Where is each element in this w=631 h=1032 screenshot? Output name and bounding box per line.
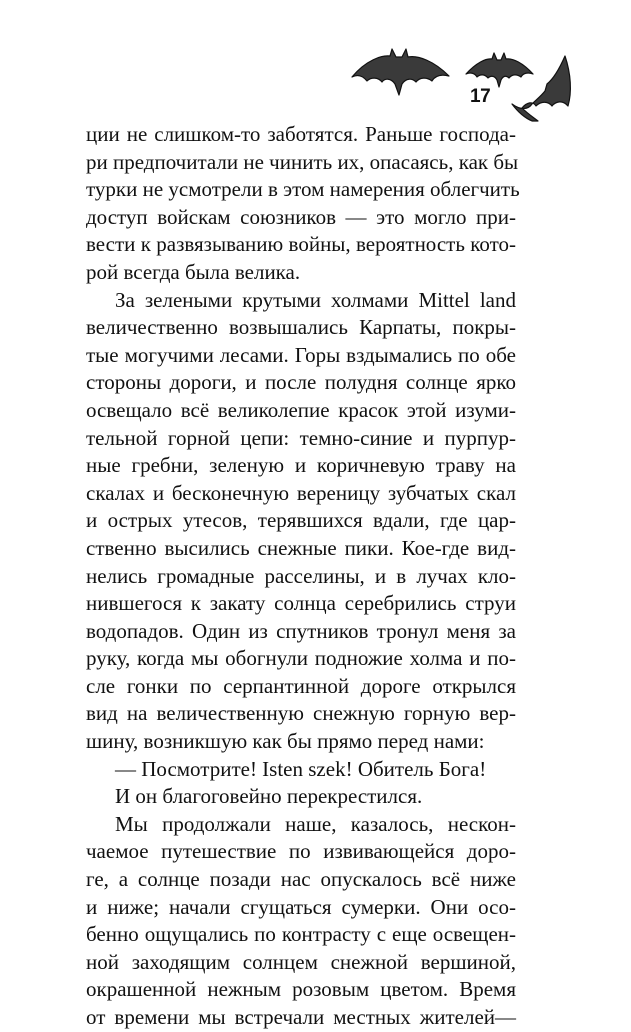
text-line: и ниже; начали сгущаться сумерки. Они осо- — [86, 894, 516, 919]
text-line: ге, а солнце позади нас опускалось всё ниже — [86, 867, 516, 892]
bat-left-icon — [352, 49, 449, 95]
text-line: тые могучими лесами. Горы вздымались по обе — [86, 342, 516, 367]
text-line: сле гонки по серпантинной дороге открылся — [86, 673, 516, 698]
text-line: Мы продолжали наше, казалось, нескон- — [115, 811, 516, 836]
text-line: освещало всё великолепие красок этой изуми- — [86, 397, 516, 422]
text-line: окрашенной нежным розовым цветом. Время — [86, 977, 516, 1002]
text-line: доступ войскам союзников — это могло при- — [86, 204, 516, 229]
text-line: водопадов. Один из спутников тронул меня за — [86, 618, 516, 643]
text-line: ные гребни, зеленую и коричневую траву на — [86, 453, 516, 478]
bats-header-decoration — [0, 0, 631, 130]
text-line: руку, когда мы обогнули подножие холма и по- — [86, 646, 516, 671]
text-line: бенно ощущались по контрасту с еще освещен- — [86, 922, 516, 947]
text-line: от времени мы встречали местных жителей— — [86, 1005, 516, 1029]
text-line: ственно высились снежные пики. Кое-где вид- — [86, 535, 516, 560]
text-line: ной заходящим солнцем снежной вершиной, — [86, 949, 516, 974]
text-line: За зелеными крутыми холмами Mittel land — [115, 287, 516, 312]
body-text — [86, 121, 520, 1032]
text-line: рой всегда была велика. — [86, 259, 301, 284]
text-line: И он благоговейно перекрестился. — [115, 784, 423, 809]
text-line: тельной горной цепи: темно-синие и пурпур- — [86, 425, 516, 450]
text-line: — Посмотрите! Isten szek! Обитель Бога! — [115, 756, 487, 781]
text-line: нившегося к закату солнца серебрились струи — [86, 591, 516, 616]
page-number: 17 — [470, 86, 491, 107]
text-line: скалах и бесконечную вереницу зубчатых скал — [86, 480, 516, 505]
text-line: шину, возникшую как бы прямо перед нами: — [86, 729, 485, 754]
text-line: и острых утесов, терявшихся вдали, где цар- — [86, 508, 516, 533]
text-line: ции не слишком-то заботятся. Раньше господа- — [86, 122, 516, 146]
text-line: стороны дороги, и после полудня солнце ярко — [86, 370, 516, 395]
text-line: величественно возвышались Карпаты, покры- — [86, 315, 516, 340]
bat-middle-icon — [466, 53, 533, 87]
text-line: чаемое путешествие по извивающейся доро- — [86, 839, 516, 864]
text-line: вид на величественную снежную горную вер- — [86, 701, 516, 726]
text-line: ри предпочитали не чинить их, опасаясь, как бы — [86, 149, 519, 174]
text-line: нелись громадные расселины, и в лучах кло- — [86, 563, 516, 588]
text-line: вести к развязыванию войны, вероятность кото- — [86, 232, 516, 257]
text-line: турки не усмотрели в этом намерения облегчить — [86, 177, 520, 202]
